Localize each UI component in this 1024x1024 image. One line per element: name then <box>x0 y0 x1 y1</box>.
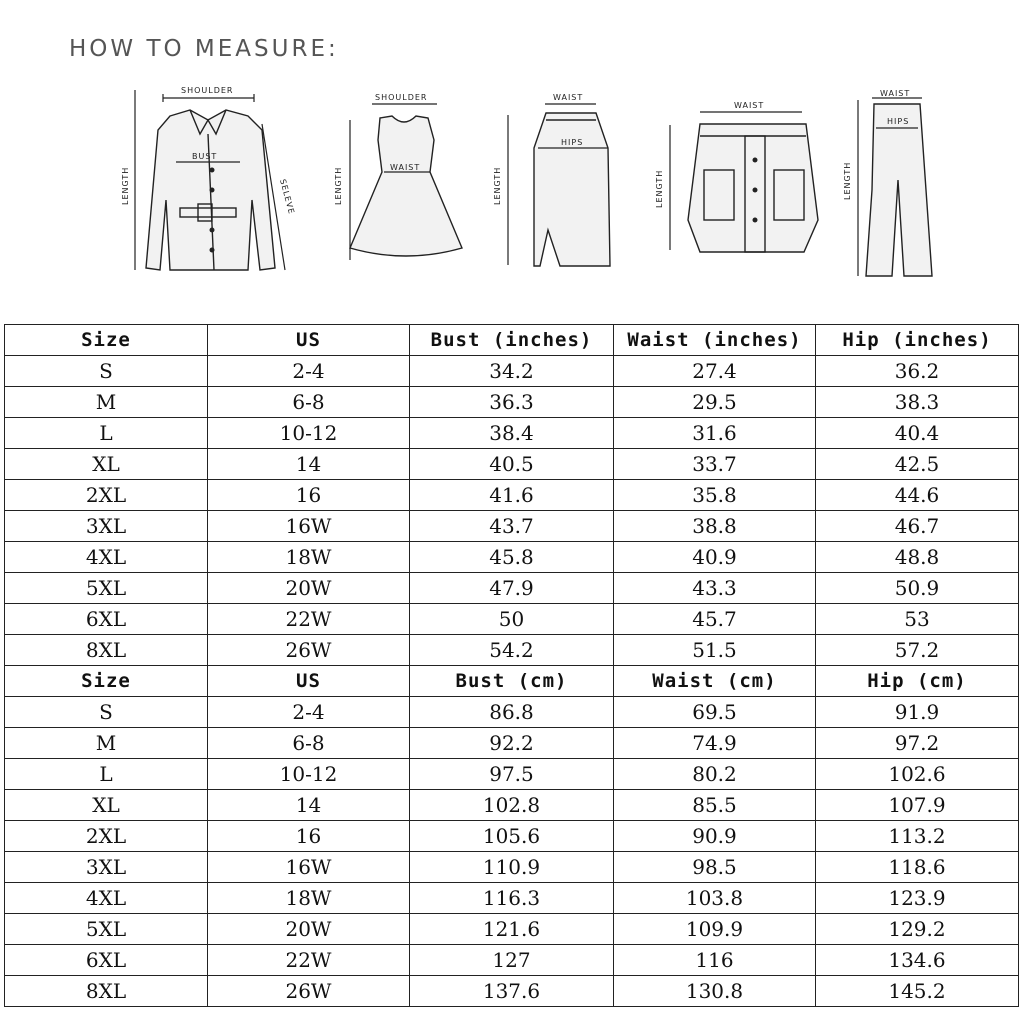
cell-bust: 102.8 <box>410 790 614 821</box>
dress-shoulder-label: SHOULDER <box>375 93 428 102</box>
cell-size: 2XL <box>5 480 208 511</box>
cell-bust: 137.6 <box>410 976 614 1007</box>
header-waist: Waist (inches) <box>614 325 816 356</box>
cell-size: L <box>5 418 208 449</box>
page-title: HOW TO MEASURE: <box>69 36 339 62</box>
cell-hip: 113.2 <box>816 821 1019 852</box>
header-us: US <box>208 666 410 697</box>
cell-us: 22W <box>208 604 410 635</box>
jacket-length-label: LENGTH <box>121 166 130 205</box>
cell-waist: 116 <box>614 945 816 976</box>
table-row <box>5 542 1019 573</box>
cell-waist: 90.9 <box>614 821 816 852</box>
cell-us: 10-12 <box>208 418 410 449</box>
dress-illustration <box>334 93 462 260</box>
cell-waist: 80.2 <box>614 759 816 790</box>
skirt-hips-label: HIPS <box>561 138 584 147</box>
header-waist: Waist (cm) <box>614 666 816 697</box>
cell-waist: 27.4 <box>614 356 816 387</box>
cell-bust: 110.9 <box>410 852 614 883</box>
cell-size: 8XL <box>5 976 208 1007</box>
dress-waist-label: WAIST <box>390 163 421 172</box>
header-bust: Bust (inches) <box>410 325 614 356</box>
cell-size: M <box>5 387 208 418</box>
table-row <box>5 759 1019 790</box>
table-row <box>5 356 1019 387</box>
header-bust: Bust (cm) <box>410 666 614 697</box>
pants-illustration <box>843 89 932 276</box>
cell-us: 6-8 <box>208 728 410 759</box>
cell-us: 26W <box>208 635 410 666</box>
header-size: Size <box>5 666 208 697</box>
cell-size: L <box>5 759 208 790</box>
cell-bust: 86.8 <box>410 697 614 728</box>
cell-waist: 85.5 <box>614 790 816 821</box>
cell-us: 26W <box>208 976 410 1007</box>
cell-hip: 91.9 <box>816 697 1019 728</box>
cell-hip: 145.2 <box>816 976 1019 1007</box>
cell-size: S <box>5 697 208 728</box>
cell-size: 6XL <box>5 945 208 976</box>
cell-bust: 97.5 <box>410 759 614 790</box>
cell-bust: 36.3 <box>410 387 614 418</box>
header-hip: Hip (inches) <box>816 325 1019 356</box>
size-chart-table <box>4 324 1019 1007</box>
cell-hip: 50.9 <box>816 573 1019 604</box>
cell-waist: 109.9 <box>614 914 816 945</box>
cell-bust: 34.2 <box>410 356 614 387</box>
cell-size: M <box>5 728 208 759</box>
jacket-bust-label: BUST <box>192 152 218 161</box>
cell-hip: 134.6 <box>816 945 1019 976</box>
cell-us: 6-8 <box>208 387 410 418</box>
cm-table-header-row <box>5 666 1019 697</box>
cell-size: 8XL <box>5 635 208 666</box>
table-row <box>5 418 1019 449</box>
cell-bust: 54.2 <box>410 635 614 666</box>
cell-waist: 35.8 <box>614 480 816 511</box>
cell-waist: 43.3 <box>614 573 816 604</box>
cell-bust: 38.4 <box>410 418 614 449</box>
cell-size: 6XL <box>5 604 208 635</box>
table-row <box>5 480 1019 511</box>
cell-hip: 129.2 <box>816 914 1019 945</box>
cell-size: XL <box>5 449 208 480</box>
cell-hip: 46.7 <box>816 511 1019 542</box>
cell-hip: 53 <box>816 604 1019 635</box>
cell-us: 14 <box>208 449 410 480</box>
cell-bust: 50 <box>410 604 614 635</box>
pants-hips-label: HIPS <box>887 117 910 126</box>
cell-us: 2-4 <box>208 697 410 728</box>
cell-hip: 48.8 <box>816 542 1019 573</box>
table-row <box>5 511 1019 542</box>
cell-hip: 40.4 <box>816 418 1019 449</box>
jacket-sleeve-label: SELEVE <box>278 178 297 216</box>
cell-us: 10-12 <box>208 759 410 790</box>
cell-hip: 118.6 <box>816 852 1019 883</box>
dress-length-label: LENGTH <box>334 166 343 205</box>
cell-waist: 29.5 <box>614 387 816 418</box>
table-row <box>5 387 1019 418</box>
cell-us: 16W <box>208 511 410 542</box>
cell-hip: 107.9 <box>816 790 1019 821</box>
cell-waist: 45.7 <box>614 604 816 635</box>
cell-us: 16 <box>208 821 410 852</box>
cell-size: 3XL <box>5 511 208 542</box>
table-row <box>5 883 1019 914</box>
cell-us: 14 <box>208 790 410 821</box>
cell-waist: 33.7 <box>614 449 816 480</box>
cell-size: 4XL <box>5 883 208 914</box>
cell-bust: 92.2 <box>410 728 614 759</box>
cell-waist: 38.8 <box>614 511 816 542</box>
cell-size: XL <box>5 790 208 821</box>
cell-bust: 127 <box>410 945 614 976</box>
cell-size: S <box>5 356 208 387</box>
header-size: Size <box>5 325 208 356</box>
cell-waist: 98.5 <box>614 852 816 883</box>
header-hip: Hip (cm) <box>816 666 1019 697</box>
cell-us: 16W <box>208 852 410 883</box>
table-row <box>5 635 1019 666</box>
cell-hip: 36.2 <box>816 356 1019 387</box>
jacket-illustration <box>121 86 296 270</box>
table-row <box>5 790 1019 821</box>
cell-waist: 69.5 <box>614 697 816 728</box>
cell-us: 18W <box>208 542 410 573</box>
cell-bust: 41.6 <box>410 480 614 511</box>
header-us: US <box>208 325 410 356</box>
cell-hip: 97.2 <box>816 728 1019 759</box>
skirt-length-label: LENGTH <box>493 166 502 205</box>
cell-us: 2-4 <box>208 356 410 387</box>
cell-bust: 116.3 <box>410 883 614 914</box>
table-row <box>5 821 1019 852</box>
table-row <box>5 852 1019 883</box>
inches-table-header-row <box>5 325 1019 356</box>
pants-waist-label: WAIST <box>880 89 911 98</box>
cell-bust: 105.6 <box>410 821 614 852</box>
table-row <box>5 945 1019 976</box>
cell-size: 5XL <box>5 573 208 604</box>
cell-size: 3XL <box>5 852 208 883</box>
cell-bust: 40.5 <box>410 449 614 480</box>
cell-waist: 51.5 <box>614 635 816 666</box>
shorts-waist-label: WAIST <box>734 101 765 110</box>
table-row <box>5 449 1019 480</box>
pants-length-label: LENGTH <box>843 161 852 200</box>
table-row <box>5 573 1019 604</box>
shorts-illustration <box>655 101 818 252</box>
cell-us: 18W <box>208 883 410 914</box>
cell-us: 20W <box>208 573 410 604</box>
cell-hip: 44.6 <box>816 480 1019 511</box>
table-row <box>5 604 1019 635</box>
table-row <box>5 976 1019 1007</box>
cell-size: 4XL <box>5 542 208 573</box>
cell-bust: 121.6 <box>410 914 614 945</box>
table-row <box>5 697 1019 728</box>
skirt-waist-label: WAIST <box>553 93 584 102</box>
table-row <box>5 914 1019 945</box>
cell-us: 16 <box>208 480 410 511</box>
cell-size: 2XL <box>5 821 208 852</box>
cell-size: 5XL <box>5 914 208 945</box>
cell-waist: 31.6 <box>614 418 816 449</box>
table-row <box>5 728 1019 759</box>
cell-bust: 43.7 <box>410 511 614 542</box>
cell-waist: 130.8 <box>614 976 816 1007</box>
cell-waist: 40.9 <box>614 542 816 573</box>
cell-bust: 45.8 <box>410 542 614 573</box>
cell-us: 22W <box>208 945 410 976</box>
cell-waist: 74.9 <box>614 728 816 759</box>
cell-hip: 42.5 <box>816 449 1019 480</box>
cell-hip: 57.2 <box>816 635 1019 666</box>
shorts-length-label: LENGTH <box>655 169 664 208</box>
cell-waist: 103.8 <box>614 883 816 914</box>
skirt-illustration <box>493 93 610 266</box>
cell-hip: 102.6 <box>816 759 1019 790</box>
cell-bust: 47.9 <box>410 573 614 604</box>
measurement-illustrations <box>0 80 1024 290</box>
jacket-shoulder-label: SHOULDER <box>181 86 234 95</box>
cell-hip: 123.9 <box>816 883 1019 914</box>
cell-hip: 38.3 <box>816 387 1019 418</box>
cell-us: 20W <box>208 914 410 945</box>
